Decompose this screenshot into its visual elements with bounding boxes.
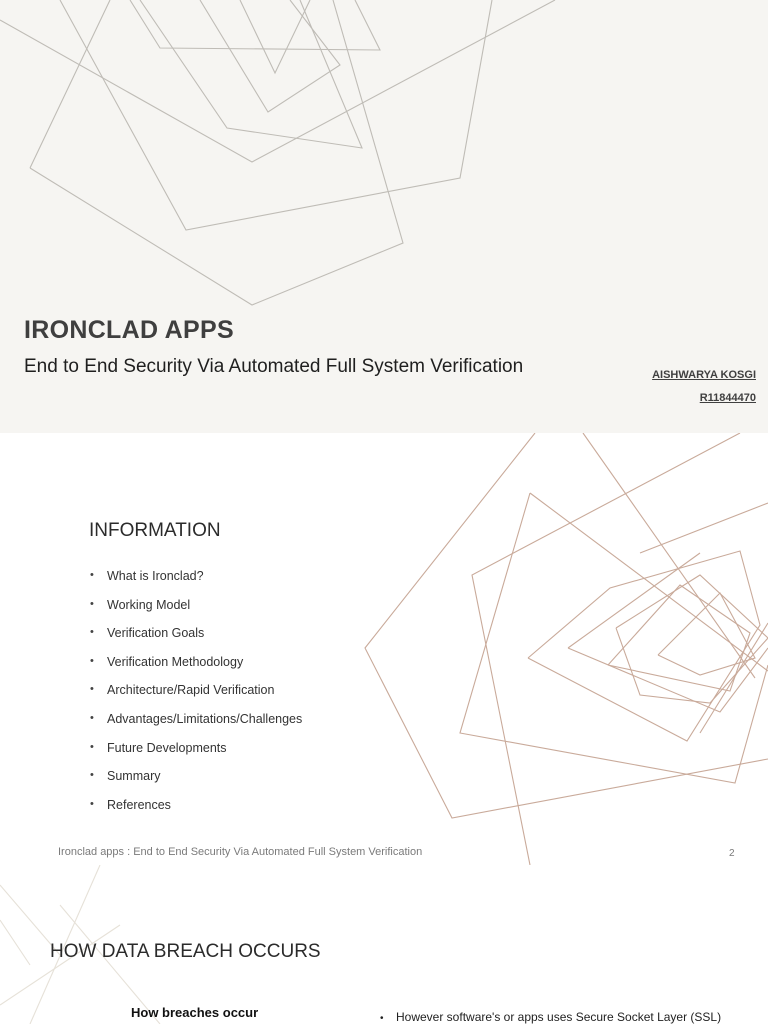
list-item: • Verification Methodology <box>90 655 302 684</box>
information-slide <box>0 433 768 865</box>
bullet-point <box>380 1010 721 1024</box>
list-item: • References <box>90 798 302 827</box>
author-name: AISHWARYA KOSGI <box>652 369 756 381</box>
bullet-text: However software's or apps uses Secure Socket Layer (SSL) <box>396 1010 722 1024</box>
list-item: • Architecture/Rapid Verification <box>90 683 302 712</box>
bullet-icon: • <box>380 1013 384 1024</box>
list-item: • Future Developments <box>90 741 302 770</box>
section-heading: INFORMATION <box>89 520 221 541</box>
presentation-subtitle: End to End Security Via Automated Full System Verification <box>24 356 524 377</box>
data-breach-slide <box>0 865 768 1024</box>
section-heading: HOW DATA BREACH OCCURS <box>50 941 321 962</box>
list-item: • What is Ironclad? <box>90 569 302 598</box>
agenda-list <box>90 569 302 826</box>
slide-footer: Ironclad apps : End to End Security Via Automated Full System Verification <box>58 846 423 858</box>
list-item: • Summary <box>90 769 302 798</box>
presentation-title: IRONCLAD APPS <box>24 316 234 344</box>
page-number: 2 <box>729 848 735 859</box>
student-id: R11844470 <box>699 392 756 404</box>
list-item: • Verification Goals <box>90 626 302 655</box>
list-item: • Working Model <box>90 598 302 627</box>
figure-title: How breaches occur <box>131 1005 259 1020</box>
title-slide <box>0 0 768 433</box>
list-item: • Advantages/Limitations/Challenges <box>90 712 302 741</box>
